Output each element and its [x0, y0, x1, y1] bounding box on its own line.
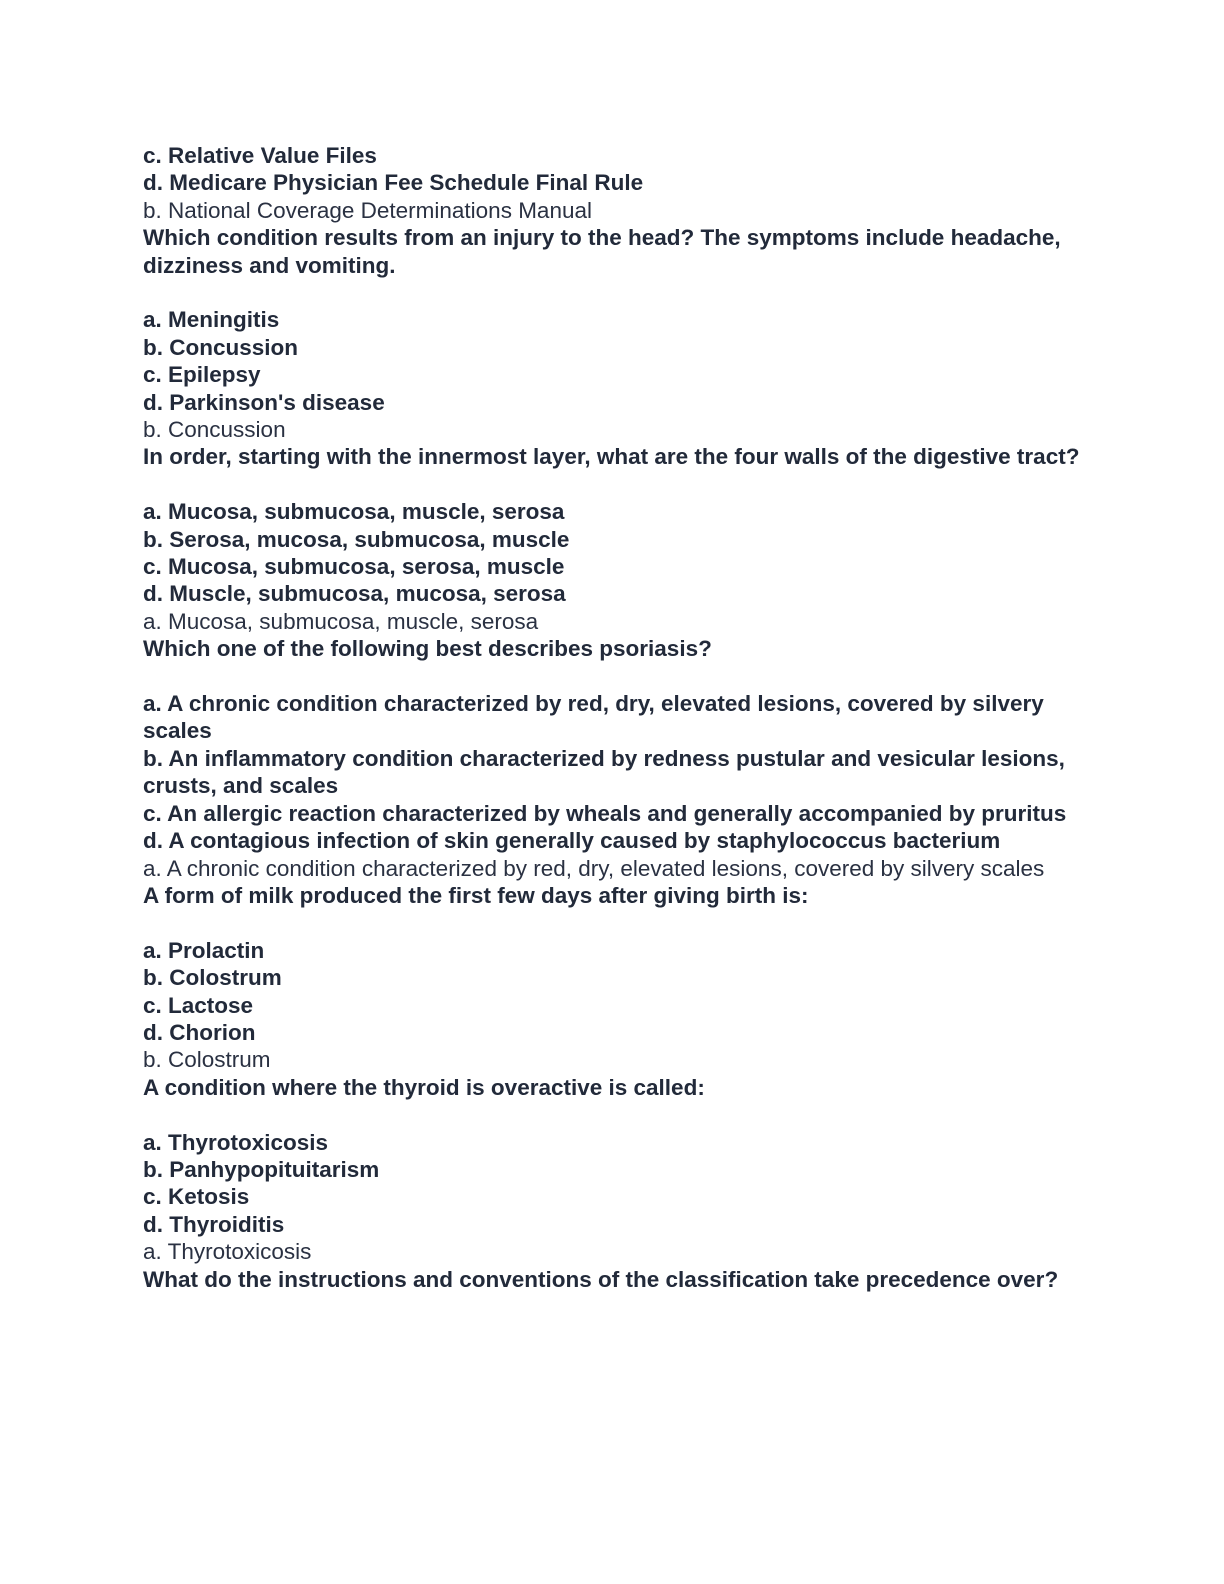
spacer	[143, 279, 1083, 306]
spacer	[143, 1101, 1083, 1128]
answer: b. Concussion	[143, 417, 286, 443]
option-c: c. An allergic reaction characterized by wheals and generally accompanied by pruritus	[143, 800, 1067, 826]
option-d: d. Thyroiditis	[143, 1211, 285, 1237]
question-text: A condition where the thyroid is overactive is called:	[143, 1074, 705, 1100]
prev-question-block	[143, 142, 1083, 224]
option-d: d. Medicare Physician Fee Schedule Final Rule	[143, 170, 644, 196]
question-text: Which condition results from an injury to the head? The symptoms include headache, dizziness and vomiting.	[143, 225, 1067, 278]
question-block-1	[143, 224, 1083, 443]
answer: a. Thyrotoxicosis	[143, 1239, 312, 1265]
option-b: b. An inflammatory condition characterized by redness pustular and vesicular lesions, crusts, and scales	[143, 745, 1072, 799]
document-page	[143, 142, 1083, 1293]
answer: a. Mucosa, submucosa, muscle, serosa	[143, 608, 539, 634]
answer: b. National Coverage Determinations Manual	[143, 197, 592, 223]
option-c: c. Lactose	[143, 992, 254, 1018]
option-a: a. Prolactin	[143, 937, 265, 963]
option-b: b. Panhypopituitarism	[143, 1156, 380, 1182]
question-text: Which one of the following best describes psoriasis?	[143, 636, 712, 662]
option-d: d. Parkinson's disease	[143, 389, 385, 415]
question-block-3	[143, 635, 1083, 882]
option-c: c. Ketosis	[143, 1184, 250, 1210]
option-a: a. Meningitis	[143, 307, 280, 333]
question-text: In order, starting with the innermost layer, what are the four walls of the digestive tract?	[143, 444, 1080, 470]
question-block-5	[143, 1074, 1083, 1266]
option-a: a. Mucosa, submucosa, muscle, serosa	[143, 499, 565, 525]
option-a: a. A chronic condition characterized by red, dry, elevated lesions, covered by silvery scales	[143, 691, 1051, 744]
question-block-6	[143, 1266, 1083, 1293]
question-text: A form of milk produced the first few days after giving birth is:	[143, 882, 809, 908]
option-c: c. Epilepsy	[143, 362, 261, 388]
question-text: What do the instructions and conventions of the classification take precedence over?	[143, 1266, 1059, 1292]
question-block-2	[143, 443, 1083, 635]
question-block-4	[143, 882, 1083, 1074]
option-c: c. Mucosa, submucosa, serosa, muscle	[143, 554, 565, 580]
option-c: c. Relative Value Files	[143, 143, 377, 168]
option-d: d. Muscle, submucosa, mucosa, serosa	[143, 581, 566, 607]
answer: a. A chronic condition characterized by red, dry, elevated lesions, covered by silvery scales	[143, 855, 1045, 881]
option-b: b. Colostrum	[143, 965, 282, 991]
spacer	[143, 909, 1083, 936]
option-a: a. Thyrotoxicosis	[143, 1129, 329, 1155]
option-d: d. Chorion	[143, 1019, 256, 1045]
option-b: b. Concussion	[143, 334, 299, 360]
spacer	[143, 663, 1083, 690]
option-b: b. Serosa, mucosa, submucosa, muscle	[143, 526, 570, 552]
answer: b. Colostrum	[143, 1047, 271, 1073]
option-d: d. A contagious infection of skin generally caused by staphylococcus bacterium	[143, 828, 1001, 854]
spacer	[143, 471, 1083, 498]
